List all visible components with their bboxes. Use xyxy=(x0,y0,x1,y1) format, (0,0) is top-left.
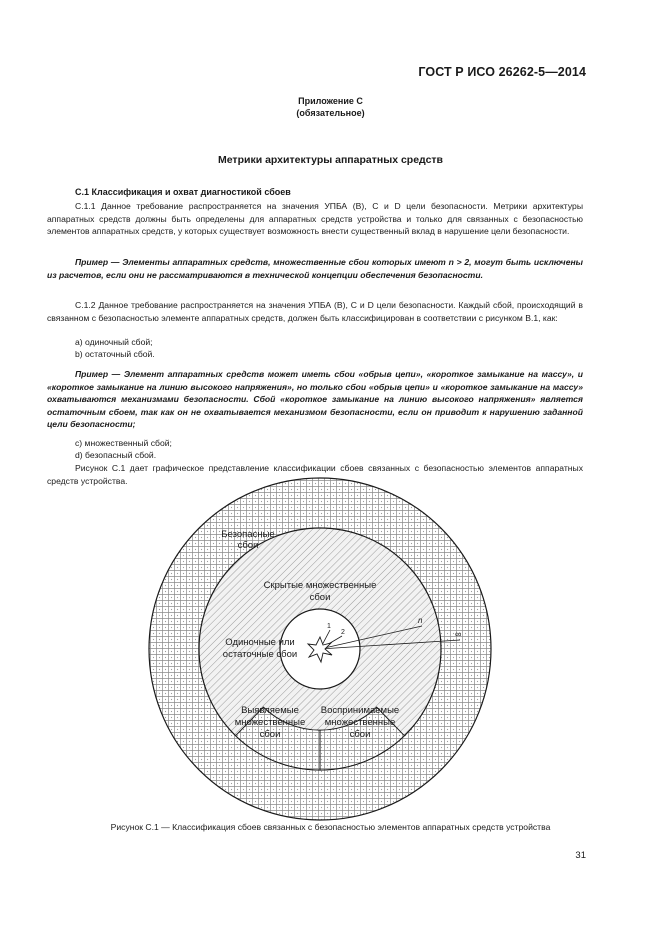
page-title: Метрики архитектуры аппаратных средств xyxy=(217,154,444,166)
svg-text:Выявляемые xyxy=(241,705,299,716)
paragraph-c12: С.1.2 Данное требование распространяется на значения УПБА (В), С и D цели безопасности. Каждый сбой, происходящий в связанном с безопасностью элементе аппаратных средств, должен быть классифицирован в соответствии с рисунком В.1, как: xyxy=(47,300,583,323)
svg-text:Безопасные xyxy=(221,529,274,540)
svg-text:сбои: сбои xyxy=(237,540,259,551)
svg-text:Одиночные или xyxy=(225,637,294,648)
page-number: 31 xyxy=(575,850,586,861)
latent-faults-label: Скрытые множественные xyxy=(263,580,377,591)
list-item: a) одиночный сбой; xyxy=(75,337,153,347)
svg-text:множественные: множественные xyxy=(234,717,306,728)
section-heading: С.1 Классификация и охват диагностикой сбоев xyxy=(75,187,291,197)
svg-text:сбои: сбои xyxy=(259,729,281,740)
svg-text:сбои: сбои xyxy=(349,729,371,740)
safe-faults-label: Безопасные xyxy=(221,529,275,540)
example-1: Пример — Элементы аппаратных средств, множественные сбои которых имеют n > 2, могут быть исключены из расчетов, если они не рассматриваются в технической концепции обеспечения безопасности. xyxy=(47,257,583,280)
list-item: b) остаточный сбой. xyxy=(75,349,155,359)
svg-text:Скрытые множественные xyxy=(264,580,377,591)
svg-text:остаточные сбои: остаточные сбои xyxy=(222,649,298,660)
svg-text:сбои: сбои xyxy=(309,592,331,603)
ray-1-label: 1 xyxy=(327,623,331,630)
single-residual-label: Одиночные или xyxy=(225,637,295,648)
list-item: c) множественный сбой; xyxy=(75,438,172,448)
standard-number: ГОСТ Р ИСО 26262-5—2014 xyxy=(418,65,586,79)
paragraph-figure-ref: Рисунок С.1 дает графическое представление классификации сбоев связанных с безопасностью элементов аппаратных средств устройства. xyxy=(47,463,583,486)
figure-caption: Рисунок С.1 — Классификация сбоев связанных с безопасностью элементов аппаратных средств устройства xyxy=(110,822,551,832)
list-item: d) безопасный сбой. xyxy=(75,450,157,460)
paragraph-c11: С.1.1 Данное требование распространяется на значения УПБА (В), С и D цели безопасности. Метрики архитектуры аппаратных средств должны быть определены для аппаратных средств устройства и только для связанных с безопасностью элементов аппаратных средств, у которых существует возможность внести существенный вклад в нарушение цели безопасности. xyxy=(47,201,583,237)
svg-text:множественные: множественные xyxy=(324,717,396,728)
annex-title: Приложение С xyxy=(298,96,363,106)
ray-infinity-label: ∞ xyxy=(455,629,462,639)
annex-status: (обязательное) xyxy=(296,108,365,118)
detected-faults-label: Выявляемые xyxy=(241,705,299,716)
svg-text:Воспринимаемые xyxy=(321,705,399,716)
perceived-faults-label: Воспринимаемые xyxy=(320,705,400,716)
ray-2-label: 2 xyxy=(341,629,345,636)
example-2: Пример — Элемент аппаратных средств может иметь сбои «обрыв цепи», «короткое замыкание на массу», и «короткое замыкание на линию высокого напряжения», но только сбои «обрыв цепи» и «короткое замыкание на массу» охватываются механизмами безопасности. Сбой «короткое замыкание на линию высокого напряжения» является остаточным сбоем, так как он не охватывается механизмом безопасности, если он приводит к нарушению заданной цели безопасности; xyxy=(47,369,583,430)
ray-n-label: n xyxy=(418,616,423,625)
